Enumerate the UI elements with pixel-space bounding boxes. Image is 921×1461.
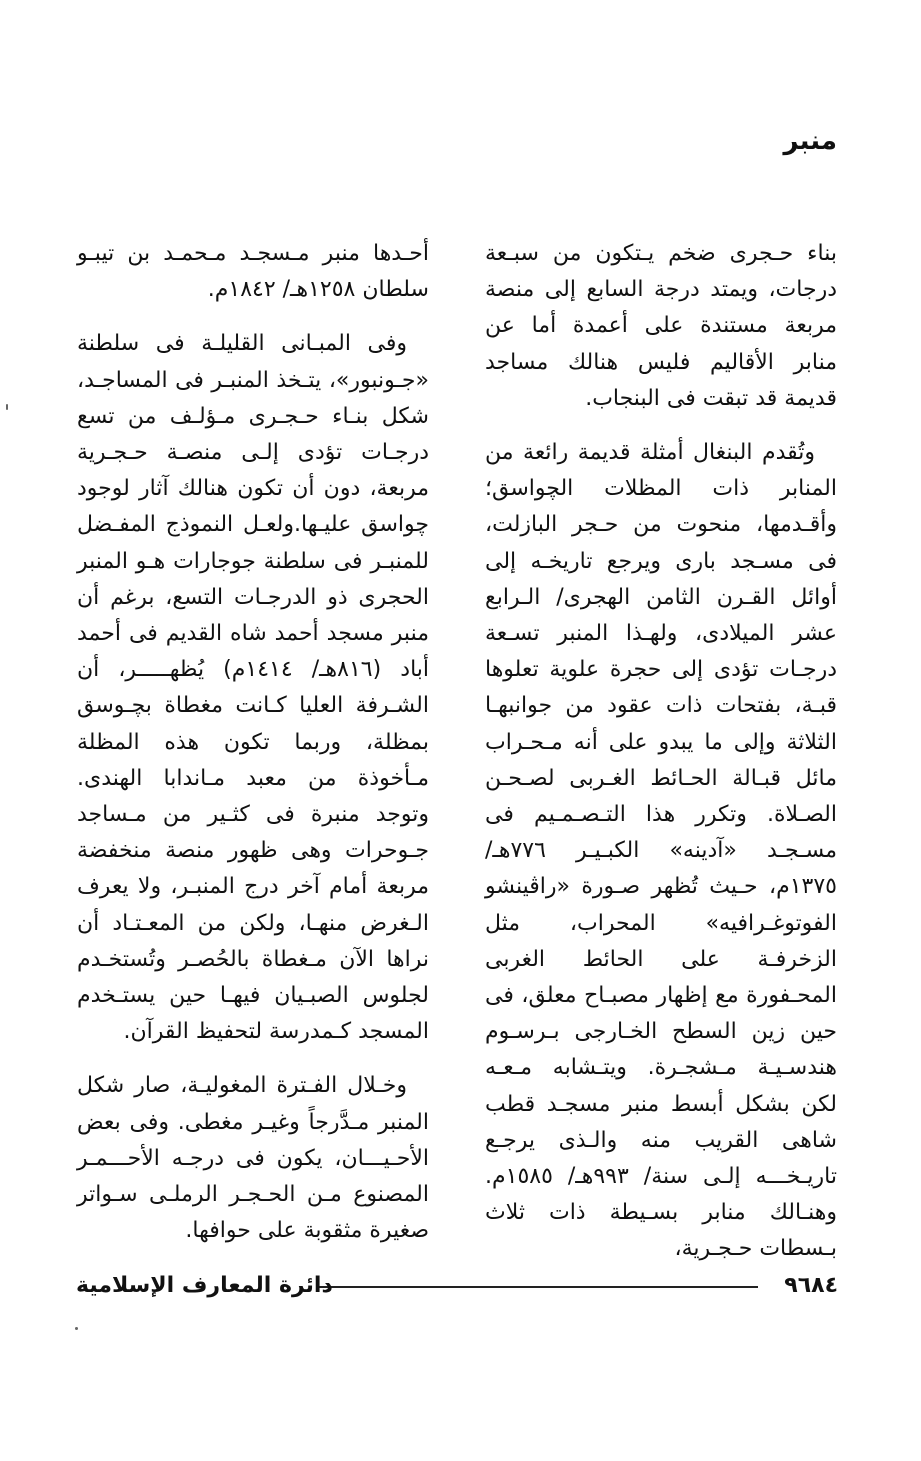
scan-speck [75, 1327, 78, 1330]
paragraph: وفى المبـانى القليلـة فى سلطنة «جـونبور»، يتـخذ المنبـر فى المساجـد، شكل بنـاء حـجـرى مـؤلـف من تسع درجـات تؤدى إلـى منصـة حـجـرية مربعة، دون أن تكون هنالك آثار لوجود چواسق عليـها.ولعـل النموذج المفـضل للمنبـر فى سلطنة جوجارات هـو المنبر الحجرى ذو الدرجـات التسع، برغم أن منبر مسجد أحمد شاه القديم فى أحمد أباد (٨١٦هـ/ ١٤١٤م) يُظهـــــر، أن الشـرفة العليا كـانت مغطاة بچـوسق بمظلة، وربما تكون هذه المظلة مـأخوذة من معبد مـاندابا الهندى. وتوجد منبرة فى كثـير من مـساجد جـوحرات وهى ظهور منصة منخفضة مربعة أمام آخر درج المنبـر، ولا يعرف الـغرض منهـا، ولكن من المعـتـاد أن نراها الآن مـغطاة بالحُصـر وتُستخـدم لجلوس الصبـيان فيهـا حين يستـخدم المسجد كـمدرسة لتحفيظ القرآن. [77, 331, 430, 1045]
footer-divider [316, 1286, 758, 1288]
publication-title: دائرة المعارف الإسلامية [76, 1273, 333, 1298]
page-footer [76, 1271, 838, 1301]
paragraph: أحـدها منبر مـسجـد مـحمـد بن تيبـو سلطان ١٢٥٨هـ/ ١٨٤٢م. [77, 241, 429, 303]
paragraph: بناء حـجرى ضخم يـتكون من سبـعة درجات، ويمتد درجة السابع إلى منصة مربعة مستندة على أعمدة أما عن منابر الأقاليم فليس هنالك مساجد قديمة قد تبقت فى البنجاب. [485, 241, 837, 411]
paragraph: وخـلال الفـترة المغوليـة، صار شكل المنبر مـدَّرجاً وغيـر مغطى. وفى بعض الأحـيـــان، يكون فى درجـه الأحـــمـر المصنوع مـن الحـجـر الرملـى سـواتر صغيرة مثقوبة على حوافها. [77, 1073, 429, 1244]
page-number: ٩٦٨٤ [784, 1273, 838, 1298]
paragraph: وتُقدم البنغال أمثلة قديمة رائعة من المنابر ذات المظلات الچواسق؛ وأقـدمها، منحوت من حـجر البازلت، فى مسـجد بارى ويرجع تاريخـه إلى أوائل القـرن الثامن الهجرى/ الـرابع عشر الميلادى، ولهـذا المنبر تسـعة درجـات تؤدى إلى حجرة علوية تعلوها قبـة، بفتحات ذات عقود من جوانبهـا الثلاثة وإلى ما يبدو على أنه مـحـراب مائل قبـالة الحـائط الغـربى لصـحـن الصـلاة. وتكرر هذا التـصـمـيم فى مسـجـد «آدينه» الكبـيـر ٧٧٦هـ/ ١٣٧٥م، حـيث تُظهر صـورة «راڤينشو الفوتوغـرافيه» المحراب، مثل الزخرفـة على الحائط الغربى المحـفورة مع إظهار مصبـاح معلق، فى حين زين السطح الخـارجى بـرسـوم هندسـيـة مـشجـرة. ويتـشابه مـعـه لكن بشكل أبسط منبر مسجـد قطب شاهى القريب منه والـذى يرجـع تاريـخـــه إلـى سنة/ ٩٩٣هـ/ ١٥٨٥م. وهنـالك منابر بسـيطة ذات ثلاث بـسطات حـجـرية، [485, 440, 837, 1262]
scan-speck [6, 404, 8, 410]
running-title: منبر [783, 126, 837, 156]
left-column [77, 236, 429, 1267]
right-column [485, 236, 837, 1286]
